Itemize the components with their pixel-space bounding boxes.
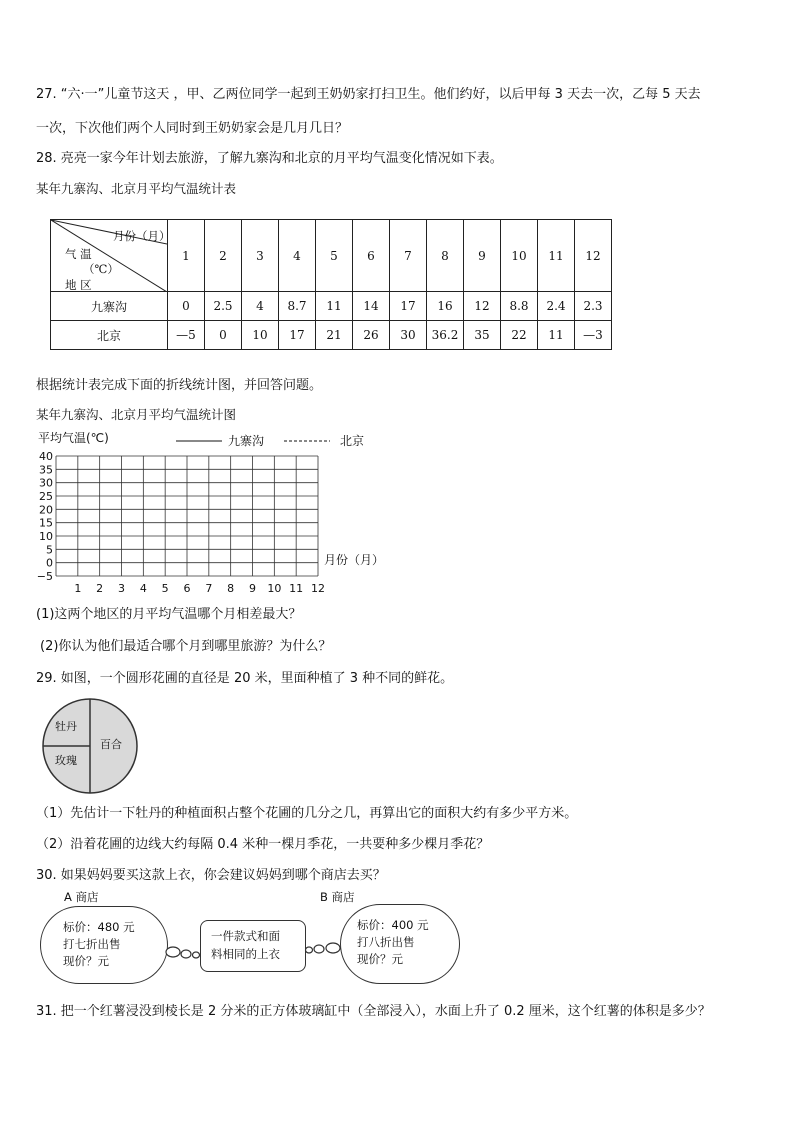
value-cell: 12 bbox=[464, 292, 501, 321]
y-tick-label: 35 bbox=[39, 463, 53, 477]
q28-sub1: (1)这两个地区的月平均气温哪个月相差最大？ bbox=[36, 607, 302, 622]
q28-intro: 28. 亮亮一家今年计划去旅游，了解九寨沟和北京的月平均气温变化情况如下表。 bbox=[36, 151, 503, 166]
temperature-line-chart bbox=[36, 428, 396, 600]
table-title: 某年九寨沟、北京月平均气温统计表 bbox=[36, 181, 237, 196]
x-tick-label: 9 bbox=[249, 582, 256, 595]
value-cell: 11 bbox=[316, 292, 353, 321]
value-cell: 11 bbox=[538, 321, 575, 350]
month-cell: 2 bbox=[205, 220, 242, 292]
q27-line-2: 一次，下次他们两个人同时到王奶奶家会是几月几日？ bbox=[36, 121, 349, 136]
store-b-name: B 商店 bbox=[320, 890, 355, 904]
x-tick-label: 11 bbox=[289, 582, 304, 595]
value-cell: 2.3 bbox=[575, 292, 612, 321]
x-tick-label: 10 bbox=[267, 582, 282, 595]
y-tick-label: 0 bbox=[46, 556, 53, 570]
value-cell: 30 bbox=[390, 321, 427, 350]
month-cell: 10 bbox=[501, 220, 538, 292]
shirt-line-1: 一件款式和面 bbox=[211, 929, 280, 943]
value-cell: 8.8 bbox=[501, 292, 538, 321]
store-b-price: 标价：400 元 bbox=[357, 918, 429, 932]
value-cell: —3 bbox=[575, 321, 612, 350]
q29-sub1: （1）先估计一下牡丹的种植面积占整个花圃的几分之几，再算出它的面积大约有多少平方米。 bbox=[36, 806, 578, 821]
store-a-discount: 打七折出售 bbox=[63, 937, 121, 951]
y-tick-label: 5 bbox=[46, 543, 53, 557]
month-cell: 3 bbox=[242, 220, 279, 292]
y-tick-label: 40 bbox=[39, 450, 53, 463]
legend-label-beijing: 北京 bbox=[340, 434, 365, 448]
y-tick-label: 30 bbox=[39, 476, 53, 490]
flower-bed-circle bbox=[40, 696, 140, 796]
q29-intro: 29. 如图，一个圆形花圃的直径是 20 米，里面种植了 3 种不同的鲜花。 bbox=[36, 671, 454, 686]
value-cell: 14 bbox=[353, 292, 390, 321]
value-cell: 16 bbox=[427, 292, 464, 321]
x-axis-label: 月份（月） bbox=[324, 553, 385, 567]
month-cell: 12 bbox=[575, 220, 612, 292]
temperature-table bbox=[50, 219, 612, 350]
q29-sub2: （2）沿着花圃的边线大约每隔 0.4 米种一棵月季花，一共要种多少棵月季花？ bbox=[36, 837, 490, 852]
shirt-line-2: 料相同的上衣 bbox=[211, 947, 280, 961]
thought-bubbles-left bbox=[164, 938, 204, 966]
q31-text: 31. 把一个红薯浸没到棱长是 2 分米的正方体玻璃缸中（全部浸入），水面上升了 0.2 厘米，这个红薯的体积是多少？ bbox=[36, 1004, 711, 1019]
y-tick-label: 15 bbox=[39, 516, 53, 530]
month-cell: 9 bbox=[464, 220, 501, 292]
store-b-cloud bbox=[340, 904, 460, 984]
month-cell: 1 bbox=[168, 220, 205, 292]
y-tick-label: 25 bbox=[39, 490, 53, 503]
value-cell: 17 bbox=[279, 321, 316, 350]
month-cell: 8 bbox=[427, 220, 464, 292]
q28-sub2: (2)你认为他们最适合哪个月到哪里旅游？为什么？ bbox=[40, 639, 332, 654]
store-b-question: 现价？元 bbox=[357, 952, 403, 966]
value-cell: 36.2 bbox=[427, 321, 464, 350]
row-name-beijing: 北京 bbox=[51, 321, 168, 350]
x-tick-label: 8 bbox=[227, 582, 235, 595]
value-cell: 10 bbox=[242, 321, 279, 350]
value-cell: 0 bbox=[205, 321, 242, 350]
thought-bubbles-right bbox=[304, 934, 344, 962]
chart-title: 某年九寨沟、北京月平均气温统计图 bbox=[36, 407, 237, 422]
value-cell: 22 bbox=[501, 321, 538, 350]
store-a-price: 标价：480 元 bbox=[63, 920, 135, 934]
header-temp: 气 温 bbox=[65, 247, 92, 261]
month-cell: 11 bbox=[538, 220, 575, 292]
value-cell: 0 bbox=[168, 292, 205, 321]
value-cell: 8.7 bbox=[279, 292, 316, 321]
store-a-cloud bbox=[40, 906, 168, 984]
table-corner-header bbox=[51, 220, 171, 292]
store-a-name: A 商店 bbox=[64, 890, 99, 904]
chart-task: 根据统计表完成下面的折线统计图，并回答问题。 bbox=[36, 378, 323, 393]
header-unit: （℃） bbox=[83, 262, 119, 276]
row-name-jiuzhaigou: 九寨沟 bbox=[51, 292, 168, 321]
value-cell: 35 bbox=[464, 321, 501, 350]
legend-label-jiuzhaigou: 九寨沟 bbox=[228, 434, 265, 448]
x-tick-label: 6 bbox=[183, 582, 191, 595]
x-tick-label: 5 bbox=[161, 582, 169, 595]
value-cell: 26 bbox=[353, 321, 390, 350]
value-cell: 2.4 bbox=[538, 292, 575, 321]
y-tick-label: −5 bbox=[36, 570, 53, 583]
y-tick-label: 20 bbox=[39, 503, 53, 517]
x-tick-label: 3 bbox=[118, 582, 125, 595]
x-tick-label: 2 bbox=[96, 582, 104, 595]
store-a-question: 现价？元 bbox=[63, 954, 109, 968]
value-cell: 2.5 bbox=[205, 292, 242, 321]
label-peony: 牡丹 bbox=[55, 720, 77, 733]
q30-intro: 30. 如果妈妈要买这款上衣，你会建议妈妈到哪个商店去买？ bbox=[36, 868, 386, 883]
q27-line-1: 27. “六·一”儿童节这天 ，甲、乙两位同学一起到王奶奶家打扫卫生。他们约好，以后甲每 3 天去一次，乙每 5 天去 bbox=[36, 87, 701, 102]
shirt-description-box bbox=[200, 920, 306, 972]
month-cell: 4 bbox=[279, 220, 316, 292]
label-rose: 玫瑰 bbox=[55, 754, 77, 767]
value-cell: 21 bbox=[316, 321, 353, 350]
value-cell: 17 bbox=[390, 292, 427, 321]
month-cell: 6 bbox=[353, 220, 390, 292]
x-tick-label: 1 bbox=[74, 582, 82, 595]
y-tick-label: 10 bbox=[39, 530, 53, 543]
y-axis-label: 平均气温(℃) bbox=[38, 431, 109, 445]
header-month: 月份（月） bbox=[113, 229, 171, 243]
value-cell: 4 bbox=[242, 292, 279, 321]
header-region: 地 区 bbox=[65, 278, 92, 292]
x-tick-label: 4 bbox=[139, 582, 147, 595]
x-tick-label: 12 bbox=[311, 582, 325, 595]
label-lily: 百合 bbox=[100, 738, 122, 751]
month-cell: 5 bbox=[316, 220, 353, 292]
store-b-discount: 打八折出售 bbox=[357, 935, 415, 949]
value-cell: —5 bbox=[168, 321, 205, 350]
month-cell: 7 bbox=[390, 220, 427, 292]
x-tick-label: 7 bbox=[205, 582, 213, 595]
